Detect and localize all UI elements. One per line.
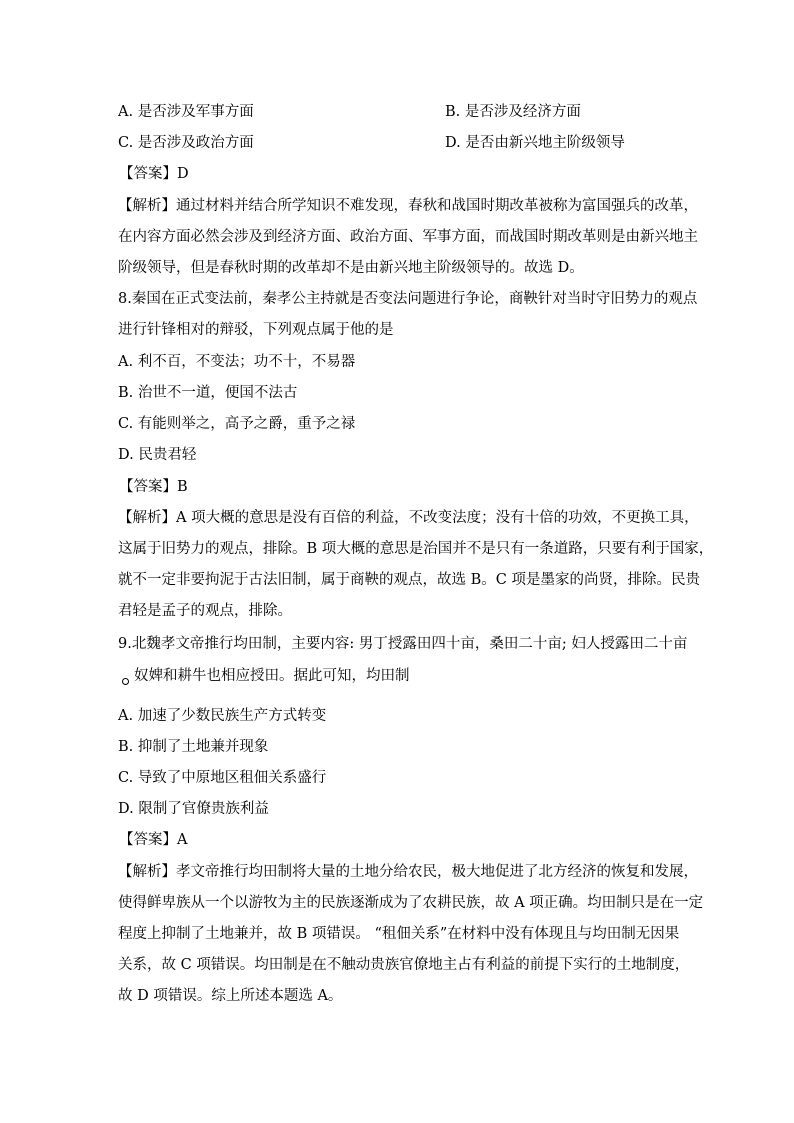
q9-stem-line: 9.北魏孝文帝推行均田制，主要内容: 男丁授露田四十亩，桑田二十亩; 妇人授露田二十亩 [118, 636, 688, 652]
q8-stem-line: 进行针锋相对的辩驳，下列观点属于他的是 [118, 322, 394, 338]
q9-analysis-line: 关系，故 C 项错误。均田制是在不触动贵族官僚地主占有利益的前提下实行的土地制度， [118, 957, 690, 973]
q8-option-a: A. 利不百，不变法；功不十，不易器 [118, 354, 356, 370]
q7-analysis-line: 在内容方面必然会涉及到经济方面、政治方面、军事方面，而战国时期改革则是由新兴地主 [118, 229, 698, 245]
q8-analysis-line: 【解析】A 项大概的意思是没有百倍的利益，不改变法度；没有十倍的功效，不更换工具， [118, 510, 699, 526]
q7-option-d: D. 是否由新兴地主阶级领导 [445, 135, 625, 151]
q8-analysis-line: 君轻是孟子的观点，排除。 [118, 603, 292, 619]
q8-option-d: D. 民贵君轻 [118, 447, 197, 463]
q9-analysis-line: 故 D 项错误。综上所述本题选 A。 [118, 988, 343, 1004]
q9-option-b: B. 抑制了土地兼并现象 [118, 739, 269, 755]
q8-answer: 【答案】B [119, 479, 188, 495]
q7-option-a: A. 是否涉及军事方面 [118, 104, 254, 120]
q9-analysis-line: 【解析】孝文帝推行均田制将大量的土地分给农民，极大地促进了北方经济的恢复和发展， [118, 864, 698, 880]
q8-analysis-line: 就不一定非要拘泥于古法旧制，属于商鞅的观点，故选 B。C 项是墨家的尚贤，排除。民贵 [118, 572, 700, 588]
q9-analysis-line: 程度上抑制了土地兼并，故 B 项错误。 “租佃关系”在材料中没有体现且与均田制无因果 [118, 926, 680, 942]
q7-analysis-line: 【解析】通过材料并结合所学知识不难发现，春秋和战国时期改革被称为富国强兵的改革， [118, 198, 698, 214]
q7-answer: 【答案】D [119, 166, 189, 182]
q8-option-b: B. 治世不一道，便国不法古 [118, 385, 298, 401]
q9-option-d: D. 限制了官僚贵族利益 [118, 801, 269, 817]
q9-analysis-line: 使得鲜卑族从一个以游牧为主的民族逐渐成为了农耕民族，故 A 项正确。均田制只是在一定 [118, 895, 704, 911]
q9-option-a: A. 加速了少数民族生产方式转变 [118, 708, 327, 724]
q9-option-c: C. 导致了中原地区租佃关系盛行 [118, 770, 327, 786]
q7-analysis-line: 阶级领导，但是春秋时期的改革却不是由新兴地主阶级领导的。故选 D。 [118, 260, 584, 276]
q7-option-c: C. 是否涉及政治方面 [118, 135, 254, 151]
q8-option-c: C. 有能则举之，高予之爵，重予之禄 [118, 416, 356, 432]
stray-circle-mark [122, 678, 129, 685]
q9-stem-line: 奴婢和耕牛也相应授田。据此可知，均田制 [134, 668, 410, 684]
q9-answer: 【答案】A [119, 832, 188, 848]
q7-option-b: B. 是否涉及经济方面 [445, 104, 581, 120]
q8-analysis-line: 这属于旧势力的观点，排除。B 项大概的意思是治国并不是只有一条道路，只要有利于国家， [118, 541, 714, 557]
q8-stem-line: 8.秦国在正式变法前，秦孝公主持就是否变法问题进行争论，商鞅针对当时守旧势力的观点 [118, 291, 698, 307]
